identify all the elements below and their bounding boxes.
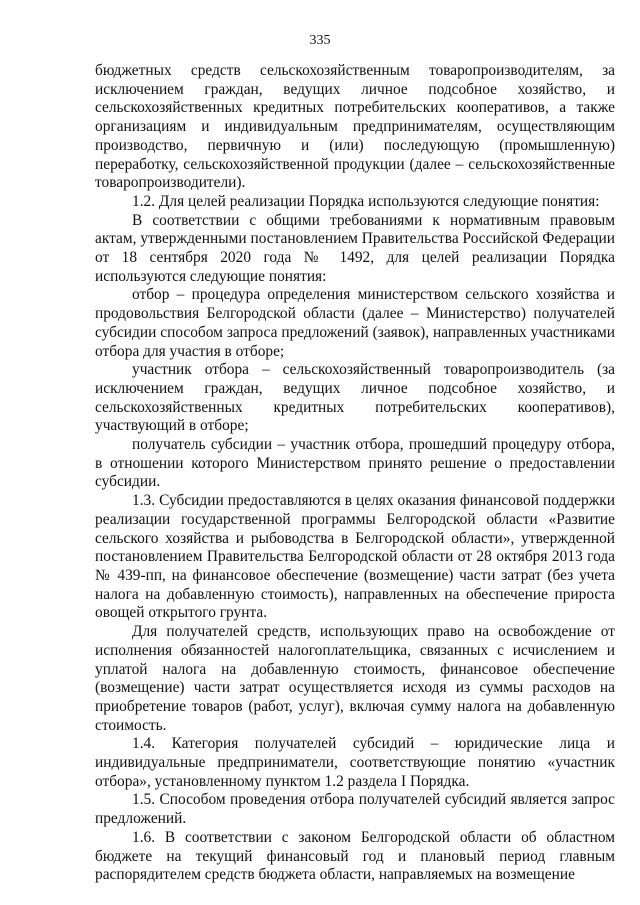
- paragraph-1-2: 1.2. Для целей реализации Порядка используются следующие понятия:: [132, 192, 600, 210]
- paragraph-continuation: бюджетных средств сельскохозяйственным товаропроизводителям, за исключением граждан, ведущих личное подсобное хозяйство, и сельскохозяйственных кредитных потребительских кооперативов, а также организациям и индивидуальным предпринимателям, осуществляющим производство, первичную и (или) последующую (промышленную) переработку, сельскохозяйственной продукции (далее – сельскохозяйственные товаропроизводители).: [95, 62, 615, 192]
- paragraph-1-4: 1.4. Категория получателей субсидий – юридические лица и индивидуальные предприниматели, соответствующие понятию «участник отбора», установленному пунктом 1.2 раздела I Порядка.: [95, 735, 615, 790]
- paragraph-1-3: 1.3. Субсидии предоставляются в целях оказания финансовой поддержки реализации государственной программы Белгородской области «Развитие сельского хозяйства и рыбоводства в Белгородской области», утвержденной постановлением Правительства Белгородской области от 28 октября 2013 года № 439-пп, на финансовое обеспечение (возмещение) части затрат (без учета налога на добавленную стоимость), направленных на обеспечение прироста овощей открытого грунта.: [95, 492, 615, 622]
- paragraph-general-requirements: В соответствии с общими требованиями к нормативным правовым актам, утвержденными постановлением Правительства Российской Федерации от 18 сентября 2020 года № 1492, для целей реализации Порядка используются следующие понятия:: [95, 211, 615, 285]
- paragraph-1-6: 1.6. В соответствии с законом Белгородской области об областном бюджете на текущий финансовый год и плановый период главным распорядителем средств бюджета области, направляемых на возмещение: [95, 828, 615, 884]
- page-number: 335: [309, 33, 331, 48]
- paragraph-definition-selection: отбор – процедура определения министерством сельского хозяйства и продовольствия Белгородской области (далее – Министерство) получателей субсидии способом запроса предложений (заявок), направленных участниками отбора для участия в отборе;: [95, 286, 615, 360]
- paragraph-definition-participant: участник отбора – сельскохозяйственный товаропроизводитель (за исключением граждан, ведущих личное подсобное хозяйство, и сельскохозяйственных кредитных потребительских кооперативов), участвующий в отборе;: [95, 361, 615, 435]
- paragraph-definition-recipient: получатель субсидии – участник отбора, прошедший процедуру отбора, в отношении которого Министерством принято решение о предоставлении субсидии.: [95, 436, 615, 491]
- paragraph-1-5: 1.5. Способом проведения отбора получателей субсидий является запрос предложений.: [95, 791, 615, 828]
- document-body: [95, 62, 615, 885]
- paragraph-vat-exemption: Для получателей средств, использующих право на освобождение от исполнения обязанностей налогоплательщика, связанных с исчислением и уплатой налога на добавленную стоимость, финансовое обеспечение (возмещение) части затрат осуществляется исходя из суммы расходов на приобретение товаров (работ, услуг), включая сумму налога на добавленную стоимость.: [95, 623, 615, 734]
